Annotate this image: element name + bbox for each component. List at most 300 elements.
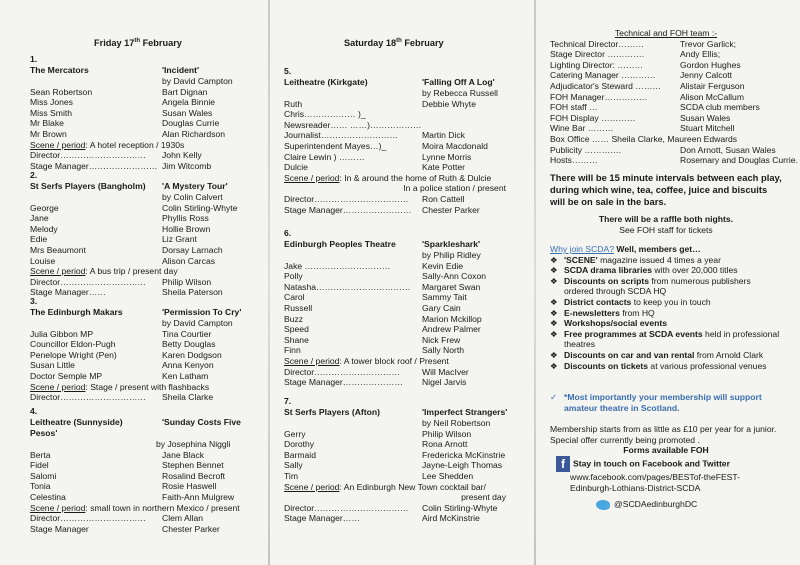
actor-name: Phyllis Ross [162,213,209,224]
team-row [550,92,782,103]
benefit-highlight: E-newsletters [564,307,620,318]
play-header [284,77,520,88]
benefit-item [550,361,782,372]
character-name: Doctor Semple MP [30,370,103,381]
character-name: Sally [284,460,303,471]
crew-role: Director………………………… [30,150,147,161]
play-number: 1. [30,54,38,64]
team-role: Catering Manager ………… [550,70,656,81]
play-number: 7. [284,396,292,406]
character-name: Melody [30,223,58,234]
scene-period [30,503,262,514]
benefit-text: to keep you in touch [631,296,711,307]
bullet-icon: ❖ [550,275,558,286]
character-name: Jake ………………………… [284,260,391,271]
company-name: Leitheatre (Kirkgate) [284,76,368,87]
benefit-highlight: 'SCENE' [564,254,598,265]
team-role: FOH Display ………… [550,112,636,123]
actor-name: Martin Dick [422,130,465,141]
character-name: Carol [284,292,305,303]
cast-row [284,162,520,173]
actor-name: Debbie Whyte [422,98,476,109]
cast-row [284,471,520,482]
scene-period [30,140,262,151]
scene-label: Scene / period [284,172,340,183]
play-author [30,439,262,450]
character-name: Claire Lewin ) ……… [284,151,365,162]
crew-role: Director………………………… [30,513,147,524]
bullet-icon: ❖ [550,254,558,265]
actor-name: Jayne-Leigh Thomas [422,460,503,471]
panel-saturday [284,0,520,565]
bullet-icon: ❖ [550,328,558,339]
team-row [550,123,782,134]
benefit-text: from Arnold Clark [694,349,764,360]
character-name: Mr Brown [30,128,67,139]
play-header [30,181,262,192]
company-name: St Serfs Players (Bangholm) [30,180,146,191]
panel-friday [30,0,262,565]
cast-row [30,339,262,350]
benefit-item [550,255,782,266]
crew-role: Director………………………… [30,276,147,287]
benefit-text: at various professional venues [648,360,767,371]
scene-text: : small town in northern Mexico / present [85,502,240,513]
play-block [30,170,262,298]
character-name: Speed [284,324,309,335]
team-row [550,60,782,71]
cast-row [284,109,520,120]
play-header [30,417,262,428]
benefit-highlight: Discounts on scripts [564,275,649,286]
character-name: Mrs Beaumont [30,244,86,255]
actor-name: Tina Courtier [162,328,212,339]
cast-row [30,471,262,482]
team-member: Don Arnott, Susan Wales [680,144,776,155]
play-title: 'Sunday Costs Five [162,416,241,427]
benefit-highlight: Discounts on car and van rental [564,349,695,360]
team-member: Gordon Hughes [680,59,741,70]
cast-row [30,97,262,108]
play-number: 3. [30,296,38,306]
check-icon: ✓ [550,392,558,402]
play-author [284,418,520,429]
crew-role: Stage Manager…… [30,287,106,298]
facebook-url[interactable]: www.facebook.com/pages/BESTof-theFEST-Edinburgh-Lothians-District-SCDA [570,472,741,493]
crew-role: Director…………………………… [284,193,409,204]
team-role: Publicity …………. [550,144,622,155]
benefit-item [550,276,782,297]
character-name: Salomi [30,470,57,481]
play-block [284,66,520,215]
cast-row [30,87,262,98]
play-number: 4. [30,406,38,416]
benefit-item [550,318,782,329]
cast-row [30,245,262,256]
crew-name: John Kelly [162,150,202,161]
benefit-item [550,308,782,319]
character-name: Finn [284,345,301,356]
play-title: 'Sparkleshark' [422,238,481,249]
play-number: 2. [30,170,38,180]
team-member: Alison McCallum [680,91,744,102]
benefit-highlight: Discounts on tickets [564,360,649,371]
actor-name: Rosie Haswell [162,481,217,492]
character-name: Gerry [284,428,306,439]
tech-team-block [550,28,798,166]
scene-text-line2: present day [461,492,506,503]
actor-name: Karen Dodgson [162,349,222,360]
cast-row [284,324,520,335]
scene-text: : In & around the home of Ruth & Dulcie [339,172,492,183]
crew-row [30,524,262,535]
actor-name: Liz Grant [162,234,197,245]
play-number: 5. [284,66,292,76]
cast-row [30,129,262,140]
character-name: Russell [284,302,313,313]
play-number: 6. [284,228,292,238]
team-member: Jenny Calcott [680,70,733,81]
cast-row [284,429,520,440]
play-block [30,54,262,171]
cast-row [284,120,520,131]
actor-name: Alison Carcas [162,255,216,266]
team-member: Andy Ellis; [680,49,721,60]
play-block [284,228,520,388]
scene-label: Scene / period [30,139,86,150]
play-title: 'Permission To Cry' [162,306,242,317]
benefit-text: held in professional theatres [564,328,780,350]
author-name: by Philip Ridley [422,249,481,260]
actor-name: Philip Wilson [422,428,472,439]
play-title: 'A Mystery Tour' [162,180,228,191]
play-title: 'Falling Off A Log' [422,76,495,87]
cast-row [30,224,262,235]
play-author [284,88,520,99]
character-name: Celestina [30,491,66,502]
character-name: Ruth [284,98,303,109]
crew-row [284,377,520,388]
crew-role: Director…………………………… [284,502,409,513]
character-name: Edie [30,234,48,245]
twitter-handle[interactable]: @SCDAedinburghDC [614,499,698,510]
team-member: Stuart Mitchell [680,123,735,134]
crew-role: Stage Manager…… [284,513,360,524]
team-member: Susan Wales [680,112,731,123]
team-row [550,102,782,113]
play-header [284,407,520,418]
benefit-text: magazine issued 4 times a year [597,254,721,265]
crew-name: Ron Cattell [422,193,465,204]
actor-name: Sally North [422,345,465,356]
character-name: Journalist……………………… [284,130,399,141]
play-author [284,250,520,261]
why-join-link[interactable]: Why join SCDA? [550,244,614,254]
twitter-icon[interactable] [596,500,610,510]
team-row [550,70,782,81]
cast-row [284,282,520,293]
actor-name: Anna Kenyon [162,360,214,371]
actor-name: Colin Stirling-Whyte [162,202,238,213]
company-name: The Edinburgh Makars [30,306,123,317]
crew-row [30,277,262,288]
scene-period [284,356,520,367]
character-name: Councillor Eldon-Pugh [30,339,116,350]
character-name: Tonia [30,481,51,492]
crew-name: Philip Wilson [162,276,212,287]
play-title-continued: Pesos' [30,427,58,438]
actor-name: Hollie Brown [162,223,211,234]
cast-row [30,450,262,461]
fold-line-left [268,0,270,565]
benefit-highlight: District contacts [564,296,632,307]
play-block [30,296,262,403]
cast-row [30,213,262,224]
character-name: Sean Robertson [30,86,93,97]
author-name: by Colin Calvert [162,191,223,202]
actor-name: Sally-Ann Coxon [422,271,487,282]
actor-name: Nick Frew [422,334,461,345]
actor-name: Jane Black [162,449,205,460]
character-name: Dulcie [284,162,308,173]
company-name: The Mercators [30,64,89,75]
crew-row [30,513,262,524]
crew-role: Director………………………… [30,392,147,403]
character-name: Superintendent Mayes…)_ [284,140,387,151]
bullet-icon: ❖ [550,296,558,307]
character-name: Susan Little [30,360,75,371]
company-name: Edinburgh Peoples Theatre [284,238,396,249]
scene-text: : Stage / present with flashbacks [85,381,210,392]
bullet-icon: ❖ [550,318,558,329]
scene-period [30,266,262,277]
cast-row [284,261,520,272]
character-name: Barmaid [284,449,316,460]
cast-row [284,141,520,152]
actor-name: Douglas Currie [162,118,220,129]
raffle-notice: There will be a raffle both nights. See FOH staff for tickets [598,214,734,235]
team-row [550,49,782,60]
day-heading-saturday: Saturday 18th February [344,38,444,49]
cast-row [284,292,520,303]
character-name: Dorothy [284,439,315,450]
play-title: 'Imperfect Strangers' [422,406,508,417]
crew-row [284,513,520,524]
important-note: ✓ *Most importantly your membership will support amateur theatre in Scotland. [550,392,762,413]
character-name: Berta [30,449,51,460]
membership-note: Membership starts from as little as £10 per year for a junior. Special offer currently being promoted . Forms available FOH [550,424,777,456]
cast-row [30,481,262,492]
team-role: Stage Director …………. [550,49,645,60]
scene-text: : A hotel reception / 1930s [85,139,185,150]
cast-row [30,234,262,245]
scene-period [284,173,520,184]
team-role: Wine Bar ……… [550,123,614,134]
actor-name: Rosalind Becroft [162,470,226,481]
cast-row [284,271,520,282]
scene-label: Scene / period [30,502,86,513]
cast-row [30,118,262,129]
character-name: Newsreader…… ……)……………… [284,119,422,130]
scene-text: : A tower block roof / Present [339,355,449,366]
scene-label: Scene / period [284,481,340,492]
scene-label: Scene / period [30,381,86,392]
benefit-highlight: Free programmes at SCDA events [564,328,703,339]
crew-name: Sheila Clarke [162,392,214,403]
cast-row [30,350,262,361]
character-name: Chris……………… )_ [284,109,366,120]
tech-team-title: Technical and FOH team :- [614,28,718,38]
character-name: Fidel [30,460,49,471]
crew-role: Stage Manager………………… [284,377,403,388]
character-name: George [30,202,59,213]
cast-row [30,460,262,471]
actor-name: Gary Cain [422,302,461,313]
character-name: Penelope Wright (Pen) [30,349,117,360]
benefit-item [550,297,782,308]
character-name: Buzz [284,313,304,324]
benefit-item [550,329,782,350]
author-name: by David Campton [162,75,233,86]
play-header [30,307,262,318]
actor-name: Dorsay Larnach [162,244,223,255]
team-row [550,113,782,124]
actor-name: Moira Macdonald [422,140,488,151]
actor-name: Faith-Ann Mulgrew [162,491,235,502]
actor-name: Kevin Edie [422,260,464,271]
intervals-notice: There will be 15 minute intervals between each play, during which wine, tea, coffee, juice and biscuits will be on sale in the bars. [550,172,782,207]
cast-row [284,345,520,356]
actor-name: Ken Latham [162,370,209,381]
play-author [30,318,262,329]
actor-name: Lynne Morris [422,151,472,162]
crew-name: Aird McKinstrie [422,513,480,524]
character-name: Julia Gibbon MP [30,328,94,339]
cast-row [284,450,520,461]
cast-row [30,329,262,340]
crew-name: Clem Allan [162,513,204,524]
cast-row [284,314,520,325]
actor-name: Marion Mckillop [422,313,482,324]
author-name: by David Campton [162,317,233,328]
actor-name: Stephen Bennet [162,460,224,471]
scene-text: : A bus trip / present day [85,266,178,277]
day-heading-friday: Friday 17th February [94,38,182,49]
crew-name: Jim Witcomb [162,160,212,171]
scene-period [30,382,262,393]
team-role: Adjudicator's Steward ……… [550,80,662,91]
crew-row [284,205,520,216]
actor-name: Fredericka McKinstrie [422,449,506,460]
scene-text: : An Edinburgh New Town cocktail bar/ [339,481,486,492]
crew-role: Stage Manager [30,523,89,534]
actor-name: Susan Wales [162,107,213,118]
cast-row [284,439,520,450]
play-block [284,396,520,524]
crew-name: Chester Parker [162,523,220,534]
cast-row [284,152,520,163]
crew-role: Stage Manager…………………… [30,160,158,171]
cast-row [30,492,262,503]
crew-name: Chester Parker [422,204,480,215]
actor-name: Sammy Tait [422,292,467,303]
actor-name: Margaret Swan [422,281,481,292]
cast-row [284,130,520,141]
team-row [550,39,782,50]
actor-name: Betty Douglas [162,339,216,350]
crew-name: Colin Stirling-Whyte [422,502,498,513]
actor-name: Rona Arnott [422,439,468,450]
actor-name: Lee Shedden [422,470,474,481]
social-block: f Stay in touch on Facebook and Twitter www.facebook.com/pages/BESTof-theFEST-Edinburgh-Lothians-District-SCDA @SCDAedinburghDC [556,456,782,510]
crew-row [30,150,262,161]
team-member: Alistair Ferguson [680,80,745,91]
team-role: Lighting Director: ……… [550,59,644,70]
scene-label: Scene / period [284,355,340,366]
character-name: Louise [30,255,56,266]
play-title: 'Incident' [162,64,200,75]
cast-row [30,371,262,382]
team-row [550,81,782,92]
benefit-highlight: Workshops/social events [564,318,668,329]
facebook-icon[interactable]: f [556,456,570,472]
team-row [550,145,782,156]
company-name: St Serfs Players (Afton) [284,406,380,417]
actor-name: Angela Binnie [162,97,216,108]
character-name: Tim [284,470,298,481]
crew-row [284,503,520,514]
character-name: Mr Blake [30,118,64,129]
crew-role: Director………………………… [284,366,401,377]
crew-row [284,367,520,378]
character-name: Miss Smith [30,107,73,118]
cast-row [30,108,262,119]
team-member: Rosemary and Douglas Currie. [680,155,798,166]
team-role: Technical Director……… [550,38,645,49]
actor-name: Andrew Palmer [422,324,481,335]
crew-row [30,392,262,403]
character-name: Jane [30,213,49,224]
bullet-icon: ❖ [550,307,558,318]
bullet-icon: ❖ [550,265,558,276]
panel-info [550,0,798,565]
crew-name: Sheila Paterson [162,287,223,298]
benefit-highlight: SCDA drama libraries [564,265,653,276]
company-name: Leitheatre (Sunnyside) [30,416,123,427]
cast-row [284,303,520,314]
character-name: Natasha…………………………… [284,281,411,292]
play-header [30,65,262,76]
cast-row [284,335,520,346]
actor-name: Bart Dignan [162,86,208,97]
cast-row [284,460,520,471]
team-role: Box Office …… Sheila Clarke, Maureen Edwards [550,133,738,144]
crew-row [284,194,520,205]
actor-name: Alan Richardson [162,128,226,139]
play-author [30,76,262,87]
cast-row [284,99,520,110]
play-block [30,406,262,534]
fold-line-right [534,0,536,565]
crew-name: Nigel Jarvis [422,377,467,388]
cast-row [30,360,262,371]
benefit-item [550,265,782,276]
play-author [30,192,262,203]
scene-label: Scene / period [30,266,86,277]
author-name: by Josephina Niggli [156,438,231,449]
cast-row [30,256,262,267]
scene-text-line2: In a police station / present [403,183,506,194]
